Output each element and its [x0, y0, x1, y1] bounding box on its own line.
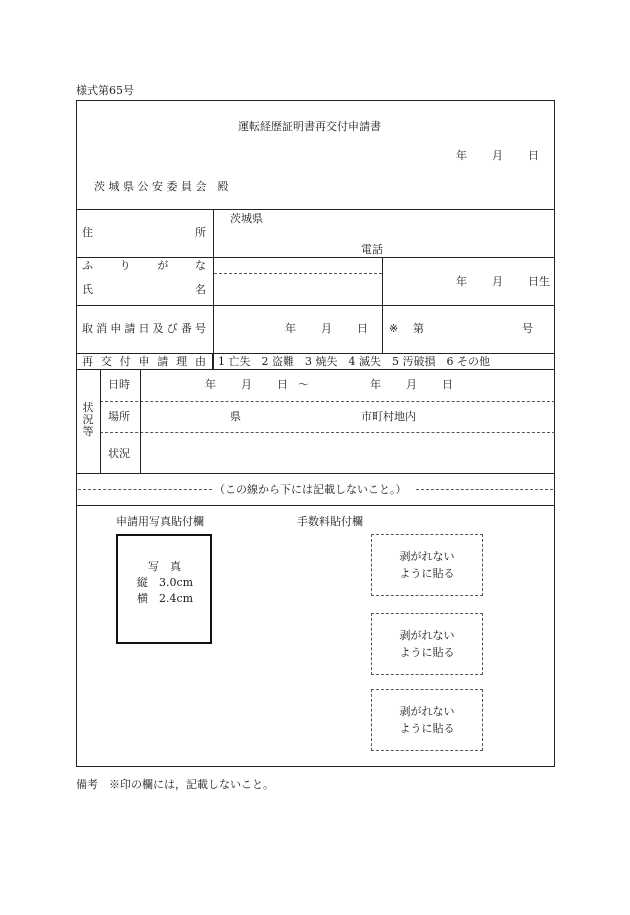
reason-options: 1 亡失 2 盗難 3 焼失 4 滅失 5 汚破損 6 その他 [218, 355, 490, 368]
reason-label: 再 交 付 申 請 理 由 [82, 355, 206, 368]
official-use-mark: ※ [389, 322, 399, 335]
photo-section-label: 申請用写真貼付欄 [116, 515, 204, 528]
address-label: 住 所 [82, 226, 206, 239]
form-title: 運転経歴証明書再交付申請書 [238, 120, 381, 133]
divider-line [76, 257, 555, 258]
cut-line-right [416, 489, 553, 490]
name-label: 氏 名 [82, 283, 206, 296]
date-year-label: 年 [456, 149, 467, 162]
situation-dashed-line [100, 401, 555, 402]
form-number: 様式第65号 [76, 84, 134, 97]
datetime-day1: 日 [277, 378, 288, 391]
fee-stamp-box [371, 613, 483, 675]
remarks: 備考 ※印の欄には，記載しないこと。 [76, 778, 274, 791]
column-divider [100, 369, 101, 473]
datetime-month2: 月 [406, 378, 417, 391]
divider-line [76, 209, 555, 210]
divider-line [76, 369, 555, 370]
place-city: 市町村地内 [361, 410, 416, 423]
datetime-day2: 日 [442, 378, 453, 391]
date-month-label: 月 [492, 149, 503, 162]
stamp-note-line1: 剥がれない [399, 705, 455, 718]
fee-stamp-box [371, 689, 483, 751]
address-prefix: 茨城県 [230, 212, 263, 225]
divider-line [76, 353, 555, 354]
photo-height: 縦 3.0cm [137, 576, 194, 589]
phone-label: 電話 [361, 243, 383, 256]
divider-line [76, 305, 555, 306]
column-divider [212, 353, 213, 369]
situation-dashed-line [100, 432, 555, 433]
datetime-year2: 年 [370, 378, 381, 391]
photo-title: 写 真 [148, 560, 181, 573]
place-label: 場所 [108, 410, 130, 423]
cancel-day-label: 日 [357, 322, 368, 335]
date-day-label: 日 [528, 149, 539, 162]
datetime-label: 日時 [108, 378, 130, 391]
state-label: 状況 [108, 447, 130, 460]
addressee: 茨 城 県 公 安 委 員 会 殿 [94, 180, 229, 193]
divider-line [76, 505, 555, 506]
cancel-dai-label: 第 [413, 322, 424, 335]
stamp-note-line2: ように貼る [399, 567, 455, 580]
stamp-note-line1: 剥がれない [399, 629, 455, 642]
stamp-note-line2: ように貼る [399, 722, 455, 735]
stamp-note-line2: ように貼る [399, 646, 455, 659]
cut-line-left [78, 489, 212, 490]
situation-group-label: 状 況 等 [82, 401, 94, 438]
cut-line-note: （この線から下には記載しないこと。） [214, 483, 407, 496]
photo-width: 横 2.4cm [137, 592, 194, 605]
datetime-tilde: ～ [298, 378, 309, 391]
application-form-frame [76, 100, 555, 767]
column-divider [140, 369, 141, 473]
cancel-go-label: 号 [522, 322, 533, 335]
stamp-note-line1: 剥がれない [399, 550, 455, 563]
column-divider [382, 257, 383, 353]
fee-stamp-box [371, 534, 483, 596]
birth-month-label: 月 [492, 275, 503, 288]
divider-line [76, 473, 555, 474]
cancel-date-label: 取 消 申 請 日 及 び 番 号 [82, 322, 206, 335]
furigana-label: ふ り が な [82, 259, 206, 272]
column-divider [213, 209, 214, 369]
photo-box [116, 534, 212, 644]
datetime-year1: 年 [205, 378, 216, 391]
cancel-month-label: 月 [321, 322, 332, 335]
fee-section-label: 手数料貼付欄 [297, 515, 363, 528]
cancel-year-label: 年 [285, 322, 296, 335]
datetime-month1: 月 [241, 378, 252, 391]
place-prefecture: 県 [230, 410, 241, 423]
birth-day-label: 日生 [528, 275, 550, 288]
birth-year-label: 年 [456, 275, 467, 288]
furigana-dashed-line [214, 273, 382, 274]
